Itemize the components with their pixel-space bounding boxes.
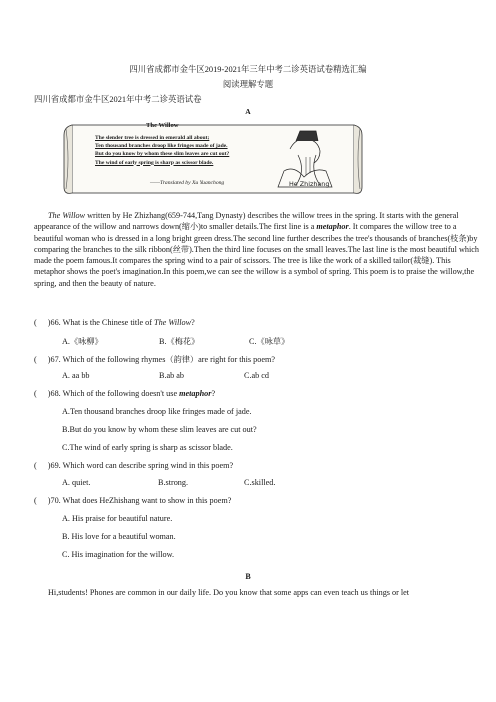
option-70c[interactable]: C. His imagination for the willow. (62, 550, 175, 559)
document-title: 四川省成都市金牛区2019-2021年三年中考二诊英语试卷精选汇编 (129, 65, 367, 74)
passage-paragraph (34, 210, 479, 289)
question-66: ( )66. What is the Chinese title of The Willow? (34, 318, 195, 327)
section-b-intro: Hi,students! Phones are common in our daily life. Do you know that some apps can even teach us things or let (48, 588, 410, 597)
poem-line: But do you know by whom these slim leaves are cut out? (95, 151, 230, 158)
question-69: ( )69. Which word can describe spring wind in this poem? (34, 461, 234, 470)
option-69c[interactable]: C.skilled. (244, 478, 276, 487)
exam-source: 四川省成都市金牛区2021年中考二诊英语试卷 (34, 95, 202, 104)
option-67b[interactable]: B.ab ab (159, 371, 185, 380)
option-68c[interactable]: C.The wind of early spring is sharp as scissor blade. (62, 443, 233, 452)
option-68b[interactable]: B.But do you know by whom these slim leaves are cut out? (62, 425, 257, 434)
poem-line: The slender tree is dressed in emerald all about; (95, 135, 210, 141)
document-subtitle: 阅读理解专题 (222, 80, 274, 89)
section-b-label: B (245, 572, 251, 581)
option-66b[interactable]: B.《梅花》 (159, 337, 200, 346)
passage-title: The Willow (48, 211, 86, 220)
question-67: ( )67. Which of the following rhymes（韵律）are right for this poem? (34, 355, 275, 364)
option-69a[interactable]: A. quiet. (62, 478, 91, 487)
option-70a[interactable]: A. His praise for beautiful nature. (62, 514, 173, 523)
question-68: ( )68. Which of the following doesn't use metaphor? (34, 389, 216, 398)
passage-text: . It compares the willow tree to a beautiful woman who is dressed in a long bright green dress.The second line further describes the tree's thousands of branches(枝条)by comparing the branches to the silk ribbon(丝带).Then the third line focuses on the small leaves.The last line is the most beautiful which made the poem famous.It compares the spring wind to a pair of scissors. The tree is like the work of a skilled tailor(裁缝). This metaphor shows the poet's imagination.In this poem,we can see the willow is a symbol of spring. This poem is to praise the willow,the spring, and then the beauty of nature. (34, 222, 479, 288)
poem-lines (95, 134, 229, 167)
option-70b[interactable]: B. His love for a beautiful woman. (62, 532, 176, 541)
scroll-pin-label (205, 125, 207, 131)
section-a-label: A (245, 107, 251, 116)
option-66c[interactable]: C.《咏草》 (249, 337, 290, 346)
poem-translator: ——Translated by Xu Yuanchong (150, 180, 225, 186)
option-69b[interactable]: B.strong. (158, 478, 189, 487)
poem-line: The wind of early spring is sharp as scissor blade. (95, 159, 214, 166)
passage-term: metaphor (316, 222, 349, 232)
poem-title: The Willow (146, 122, 179, 129)
option-66a[interactable]: A.《咏柳》 (62, 337, 103, 346)
passage-text: written by He Zhizhang(659-744,Tang Dynasty) describes the willow trees in the spring. It starts with the general appearance of the willow and narrows down(缩小)to smaller details.The first line is a (34, 211, 459, 232)
option-67c[interactable]: C.ab cd (244, 371, 270, 380)
poem-line: Ten thousand branches droop like fringes made of jade. (95, 143, 228, 150)
poet-name: He Zhizhang (289, 180, 330, 188)
option-67a[interactable]: A. aa bb (62, 371, 90, 380)
question-70: ( )70. What does HeZhishang want to show in this poem? (34, 496, 232, 505)
option-68a[interactable]: A.Ten thousand branches droop like fringes made of jade. (62, 407, 252, 416)
